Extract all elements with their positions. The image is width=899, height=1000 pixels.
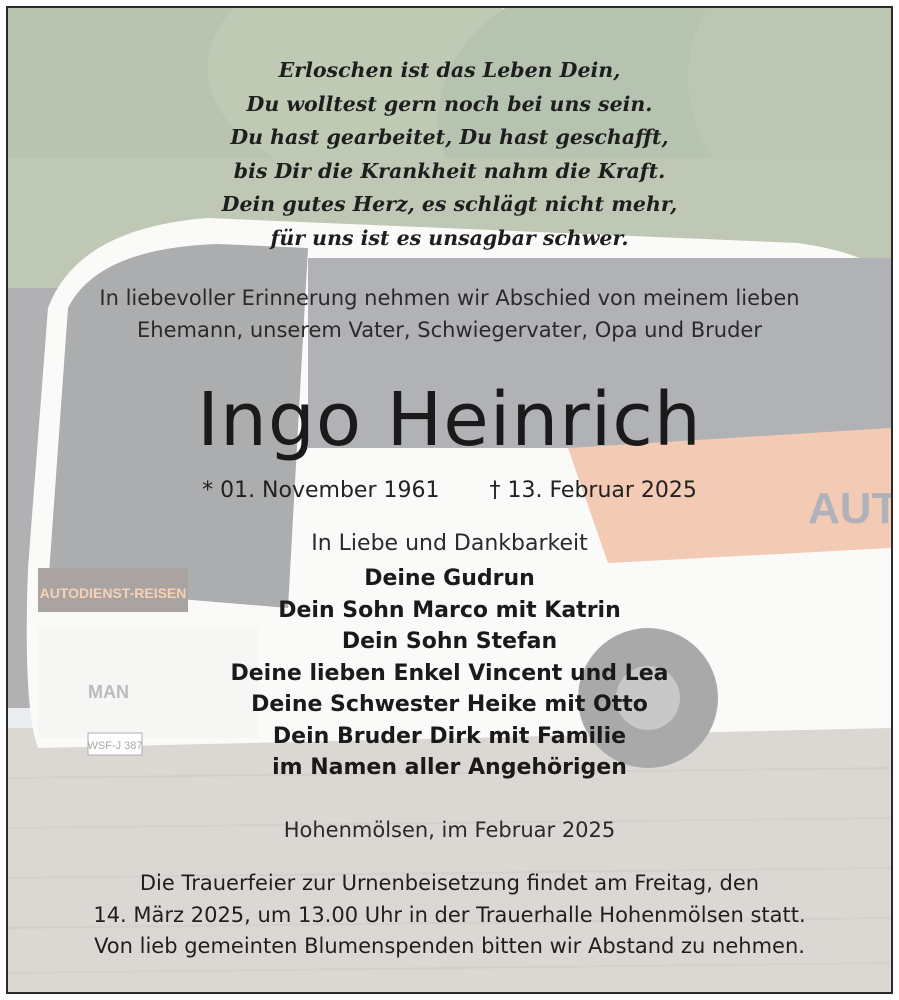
family-member: Deine lieben Enkel Vincent und Lea [230, 660, 669, 686]
family-list [8, 563, 891, 784]
poem [8, 54, 891, 255]
death-date: † 13. Februar 2025 [489, 478, 697, 503]
intro-text [8, 282, 891, 346]
funeral-notice [8, 868, 891, 963]
poem-line: Erloschen ist das Leben Dein, [278, 58, 621, 82]
poem-line: bis Dir die Krankheit nahm die Kraft. [233, 158, 666, 183]
intro-line: Ehemann, unserem Vater, Schwiegervater, Opa und Bruder [137, 318, 762, 342]
obituary-frame [6, 6, 893, 994]
family-member: Dein Sohn Stefan [341, 629, 558, 654]
deceased-name: Ingo Heinrich [197, 377, 702, 463]
notice-line: Von lieb gemeinten Blumenspenden bitten wir Abstand zu nehmen. [94, 934, 805, 958]
intro-line: In liebevoller Erinnerung nehmen wir Abschied von meinem lieben [99, 286, 800, 310]
obituary-content [8, 8, 891, 992]
poem-line: für uns ist es unsagbar schwer. [270, 225, 629, 250]
notice-line: 14. März 2025, um 13.00 Uhr in der Trauerhalle Hohenmölsen statt. [93, 902, 806, 927]
notice-line: Die Trauerfeier zur Urnenbeisetzung findet am Freitag, den [139, 871, 760, 895]
family-member: Dein Sohn Marco mit Katrin [278, 597, 621, 623]
life-dates [8, 474, 891, 508]
family-member: im Namen aller Angehörigen [272, 755, 627, 780]
poem-line: Du hast gearbeitet, Du hast geschafft, [230, 125, 669, 149]
birth-date: * 01. November 1961 [202, 478, 440, 503]
poem-line: Dein gutes Herz, es schlägt nicht mehr, [221, 192, 678, 216]
family-member: Deine Gudrun [364, 566, 535, 591]
family-member: Dein Bruder Dirk mit Familie [272, 723, 627, 749]
poem-line: Du wolltest gern noch bei uns sein. [246, 91, 653, 116]
place-date: Hohenmölsen, im Februar 2025 [283, 818, 616, 842]
family-member: Deine Schwester Heike mit Otto [251, 692, 648, 717]
thanks-line: In Liebe und Dankbarkeit [311, 531, 588, 556]
